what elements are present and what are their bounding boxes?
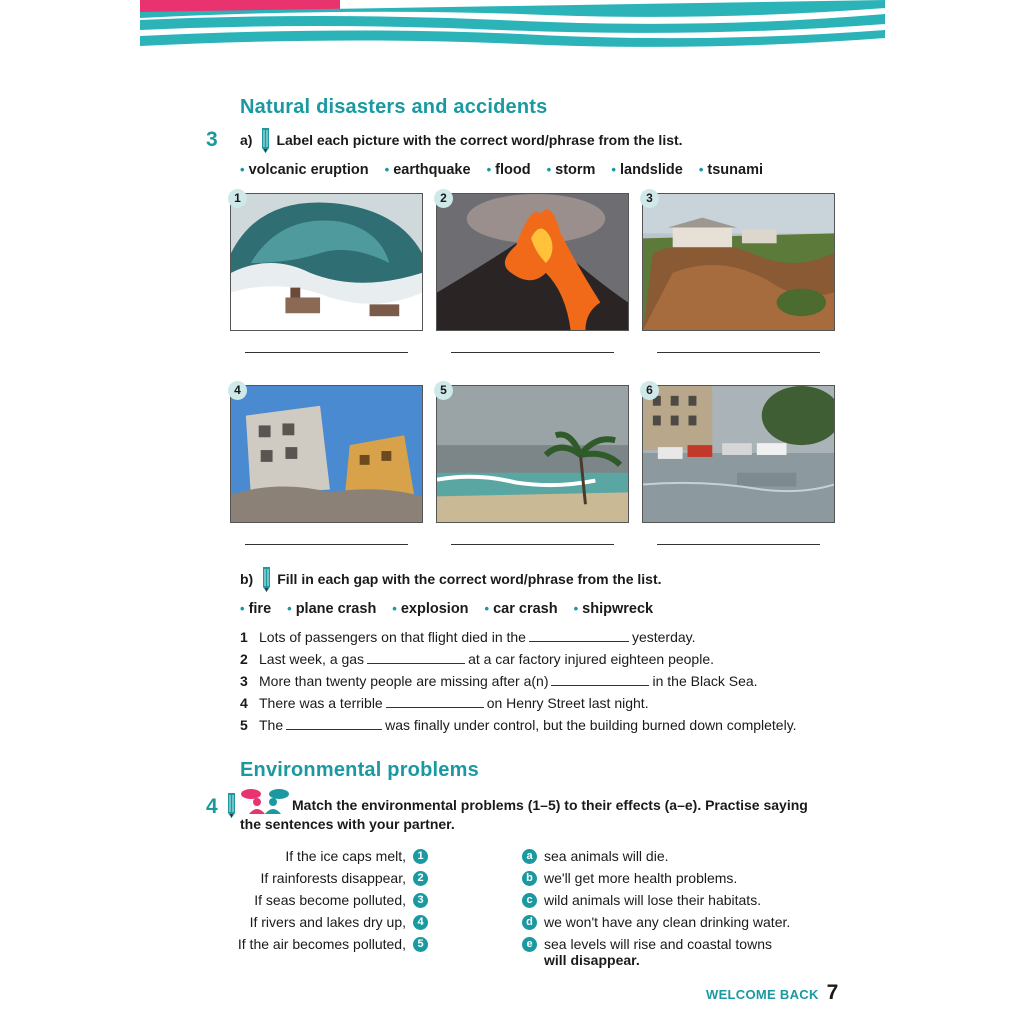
gap-sentence-2: 2 Last week, a gas at a car factory injured eighteen people. [240,651,714,667]
letter-badge[interactable]: b [522,871,537,886]
word-item: • volcanic eruption [240,162,369,178]
gap-blank[interactable] [386,707,484,708]
effect-b: b we'll get more health problems. [522,870,737,886]
footer-section-label: WELCOME BACK [706,987,819,1002]
header-wave-banner [140,0,885,60]
instruction-text-3b: Fill in each gap with the correct word/phrase from the list. [277,571,662,587]
number-badge[interactable]: 5 [413,937,428,952]
landslide-house-image [642,193,835,331]
effect-a: a sea animals will die. [522,848,669,864]
word-item: • tsunami [698,162,763,178]
condition-3: If seas become polluted, 3 [254,892,428,908]
number-badge[interactable]: 3 [413,893,428,908]
picture-number-4: 4 [228,381,247,400]
word-item: • shipwreck [573,601,654,617]
gap-sentence-3: 3 More than twenty people are missing after a(n) in the Black Sea. [240,673,758,689]
answer-line-5[interactable] [451,544,614,545]
picture-number-5: 5 [434,381,453,400]
gap-sentence-4: 4 There was a terrible on Henry Street last night. [240,695,649,711]
instruction-4-line2: the sentences with your partner. [240,816,455,832]
picture-number-3: 3 [640,189,659,208]
word-item: • explosion [392,601,469,617]
gap-blank[interactable] [286,729,382,730]
gap-sentence-1: 1 Lots of passengers on that flight died in the yesterday. [240,629,696,645]
picture-number-2: 2 [434,189,453,208]
word-item: • plane crash [287,601,377,617]
instruction-3a [240,126,683,154]
condition-5: If the air becomes polluted, 5 [238,936,428,952]
flooded-street-image [642,385,835,523]
pencil-icon [259,565,273,593]
part-a-label: a) [240,132,253,148]
instruction-4-line1: Match the environmental problems (1–5) to their effects (a–e). Practise saying [292,797,808,813]
condition-2: If rainforests disappear, 2 [260,870,428,886]
picture-number-1: 1 [228,189,247,208]
effect-c: c wild animals will lose their habitats. [522,892,761,908]
number-badge[interactable]: 4 [413,915,428,930]
number-badge[interactable]: 1 [413,849,428,864]
word-item: • flood [486,162,531,178]
pair-work-icon [239,788,291,814]
answer-line-3[interactable] [657,352,820,353]
letter-badge[interactable]: c [522,893,537,908]
letter-badge[interactable]: a [522,849,537,864]
letter-badge[interactable]: e [522,937,537,952]
answer-line-6[interactable] [657,544,820,545]
effect-e: e sea levels will rise and coastal towns will disappear. [522,936,772,968]
section-title-environmental-problems: Environmental problems [240,759,479,781]
instruction-3b [240,565,662,593]
pencil-icon [224,791,238,819]
condition-4: If rivers and lakes dry up, 4 [250,914,428,930]
section-title-natural-disasters: Natural disasters and accidents [240,96,548,118]
gap-sentence-5: 5 The was finally under control, but the building burned down completely. [240,717,797,733]
instruction-text-3a: Label each picture with the correct word/phrase from the list. [276,132,683,148]
exercise-number-3: 3 [206,128,218,151]
part-b-label: b) [240,571,254,587]
answer-line-1[interactable] [245,352,408,353]
page-number: 7 [826,981,839,1004]
letter-badge[interactable]: d [522,915,537,930]
word-item: • storm [546,162,596,178]
exercise-number-4: 4 [206,795,218,818]
volcano-image [436,193,629,331]
page-footer [706,981,838,1005]
word-list-3b [240,601,669,617]
word-item: • landslide [611,162,683,178]
word-item: • car crash [484,601,558,617]
gap-blank[interactable] [367,663,465,664]
gap-blank[interactable] [529,641,629,642]
tsunami-wave-image [230,193,423,331]
picture-number-6: 6 [640,381,659,400]
word-item: • earthquake [384,162,471,178]
effect-e-answer: will disappear. [544,952,640,968]
pencil-icon [258,126,272,154]
word-list-3a [240,162,779,178]
stormy-beach-image [436,385,629,523]
gap-blank[interactable] [551,685,649,686]
answer-line-2[interactable] [451,352,614,353]
answer-line-4[interactable] [245,544,408,545]
number-badge[interactable]: 2 [413,871,428,886]
condition-1: If the ice caps melt, 1 [285,848,428,864]
word-item: • fire [240,601,272,617]
collapsed-buildings-image [230,385,423,523]
effect-d: d we won't have any clean drinking water. [522,914,790,930]
